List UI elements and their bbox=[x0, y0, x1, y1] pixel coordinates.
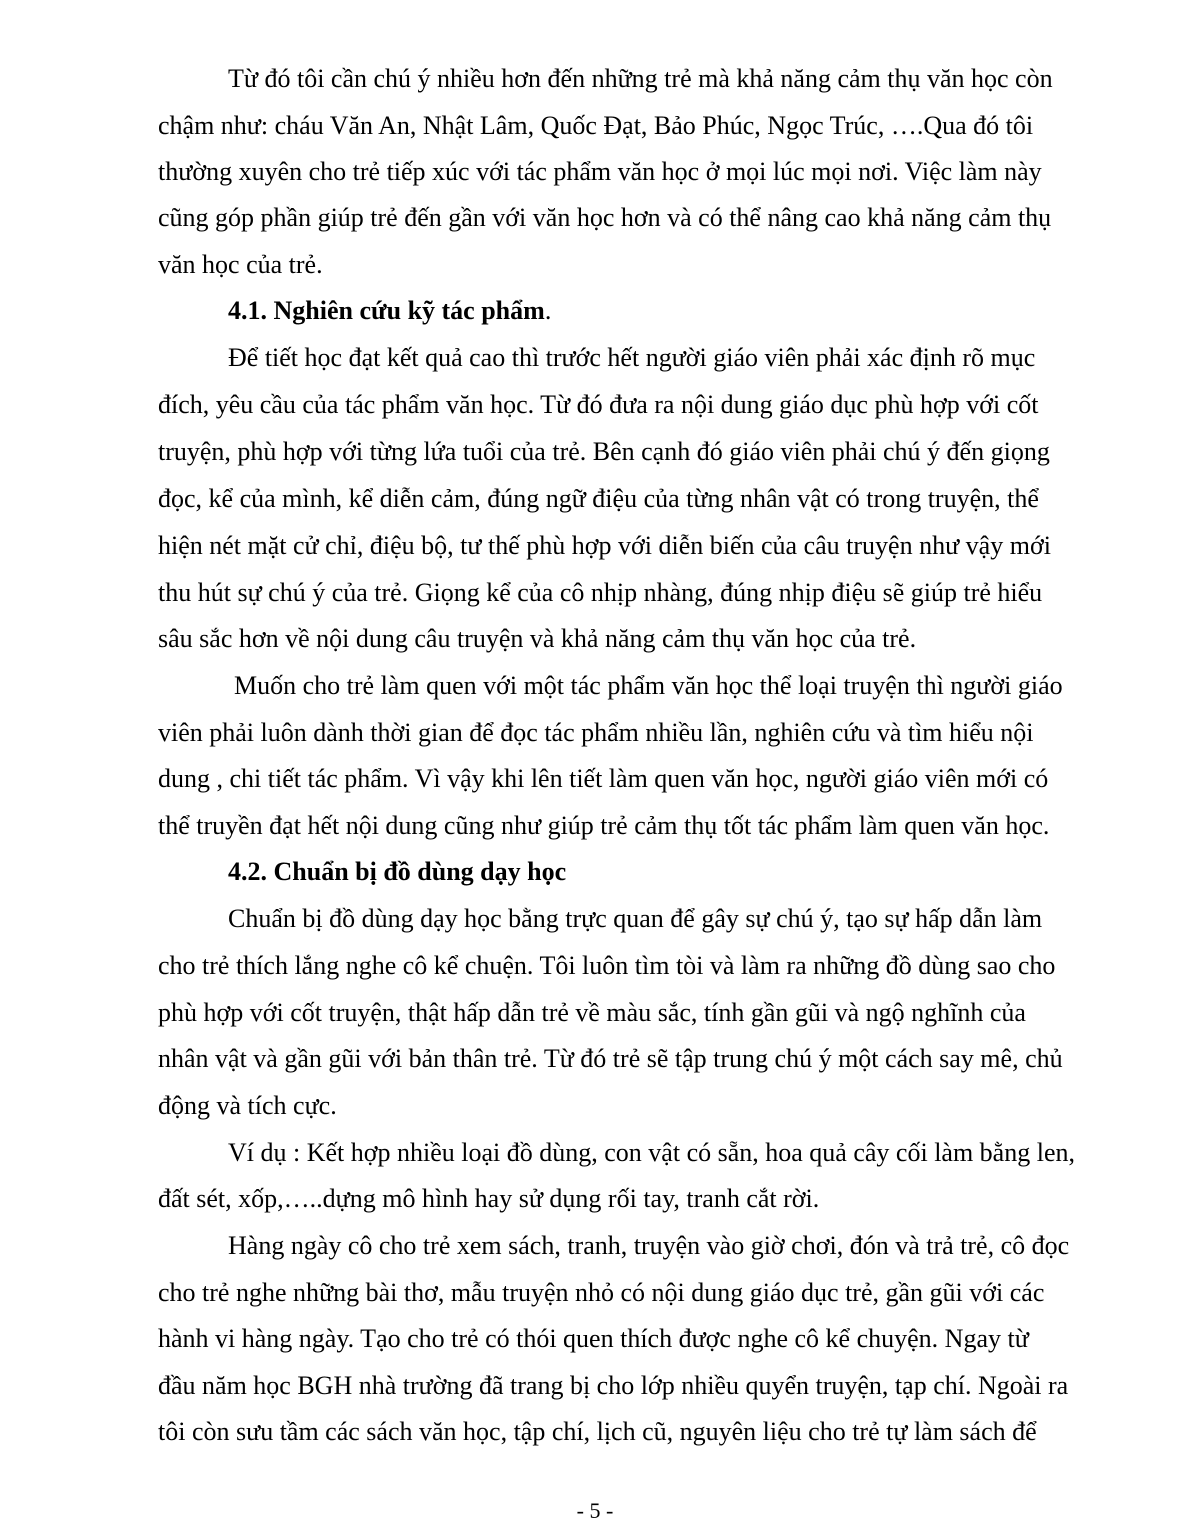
text-line: Để tiết học đạt kết quả cao thì trước hết người giáo viên phải xác định rõ mục bbox=[228, 343, 1036, 372]
heading-period: . bbox=[544, 296, 552, 325]
heading-text: 4.2. Chuẩn bị đồ dùng dạy học bbox=[228, 857, 567, 886]
text-line: phù hợp với cốt truyện, thật hấp dẫn trẻ về màu sắc, tính gần gũi và ngộ nghĩnh của bbox=[158, 998, 1026, 1027]
text-line: thu hút sự chú ý của trẻ. Giọng kể của cô nhịp nhàng, đúng nhịp điệu sẽ giúp trẻ hiểu bbox=[158, 578, 1043, 607]
text-line: Từ đó tôi cần chú ý nhiều hơn đến những trẻ mà khả năng cảm thụ văn học còn bbox=[228, 64, 1053, 93]
text-line: cũng góp phần giúp trẻ đến gần với văn học hơn và có thể nâng cao khả năng cảm thụ bbox=[158, 203, 1052, 232]
text-line: hiện nét mặt cử chỉ, điệu bộ, tư thế phù hợp với diễn biến của câu truyện như vậy mới bbox=[158, 531, 1051, 560]
text-line: động và tích cực. bbox=[158, 1091, 337, 1120]
text-line: Muốn cho trẻ làm quen với một tác phẩm văn học thể loại truyện thì người giáo bbox=[234, 671, 1063, 700]
section-heading-4-1 bbox=[228, 296, 551, 326]
section-heading-4-2 bbox=[228, 857, 566, 887]
text-line: nhân vật và gần gũi với bản thân trẻ. Từ đó trẻ sẽ tập trung chú ý một cách say mê, chủ bbox=[158, 1044, 1063, 1073]
text-line: cho trẻ thích lắng nghe cô kể chuện. Tôi luôn tìm tòi và làm ra những đồ dùng sao cho bbox=[158, 951, 1056, 980]
text-line: thể truyền đạt hết nội dung cũng như giúp trẻ cảm thụ tốt tác phẩm làm quen văn học. bbox=[158, 811, 1050, 840]
text-line: thường xuyên cho trẻ tiếp xúc với tác phẩm văn học ở mọi lúc mọi nơi. Việc làm này bbox=[158, 157, 1042, 186]
text-line: sâu sắc hơn về nội dung câu truyện và khả năng cảm thụ văn học của trẻ. bbox=[158, 624, 917, 653]
text-line: Ví dụ : Kết hợp nhiều loại đồ dùng, con vật có sẵn, hoa quả cây cối làm bằng len, bbox=[228, 1138, 1075, 1167]
text-line: tôi còn sưu tầm các sách văn học, tập chí, lịch cũ, nguyên liệu cho trẻ tự làm sách để bbox=[158, 1417, 1037, 1446]
text-line: đất sét, xốp,…..dựng mô hình hay sử dụng rối tay, tranh cắt rời. bbox=[158, 1184, 820, 1213]
text-line: Chuẩn bị đồ dùng dạy học bằng trực quan để gây sự chú ý, tạo sự hấp dẫn làm bbox=[228, 904, 1043, 933]
text-line: đọc, kể của mình, kể diễn cảm, đúng ngữ điệu của từng nhân vật có trong truyện, thể bbox=[158, 484, 1039, 513]
heading-text: 4.1. Nghiên cứu kỹ tác phẩm bbox=[228, 296, 545, 325]
text-line: dung , chi tiết tác phẩm. Vì vậy khi lên tiết làm quen văn học, người giáo viên mới có bbox=[158, 764, 1049, 793]
text-line: đầu năm học BGH nhà trường đã trang bị cho lớp nhiều quyển truyện, tạp chí. Ngoài ra bbox=[158, 1371, 1069, 1400]
text-line: cho trẻ nghe những bài thơ, mẫu truyện nhỏ có nội dung giáo dục trẻ, gần gũi với các bbox=[158, 1278, 1045, 1307]
text-line: Hàng ngày cô cho trẻ xem sách, tranh, truyện vào giờ chơi, đón và trả trẻ, cô đọc bbox=[228, 1231, 1070, 1260]
text-line: chậm như: cháu Văn An, Nhật Lâm, Quốc Đạt, Bảo Phúc, Ngọc Trúc, ….Qua đó tôi bbox=[158, 111, 1034, 140]
page-number: - 5 - bbox=[576, 1498, 614, 1523]
text-line: văn học của trẻ. bbox=[158, 250, 323, 279]
text-line: hành vi hàng ngày. Tạo cho trẻ có thói quen thích được nghe cô kể chuyện. Ngay từ bbox=[158, 1324, 1029, 1353]
text-line: đích, yêu cầu của tác phẩm văn học. Từ đó đưa ra nội dung giáo dục phù hợp với cốt bbox=[158, 390, 1039, 419]
text-line: truyện, phù hợp với từng lứa tuổi của trẻ. Bên cạnh đó giáo viên phải chú ý đến giọng bbox=[158, 437, 1050, 466]
text-line: viên phải luôn dành thời gian để đọc tác phẩm nhiều lần, nghiên cứu và tìm hiểu nội bbox=[158, 718, 1034, 747]
